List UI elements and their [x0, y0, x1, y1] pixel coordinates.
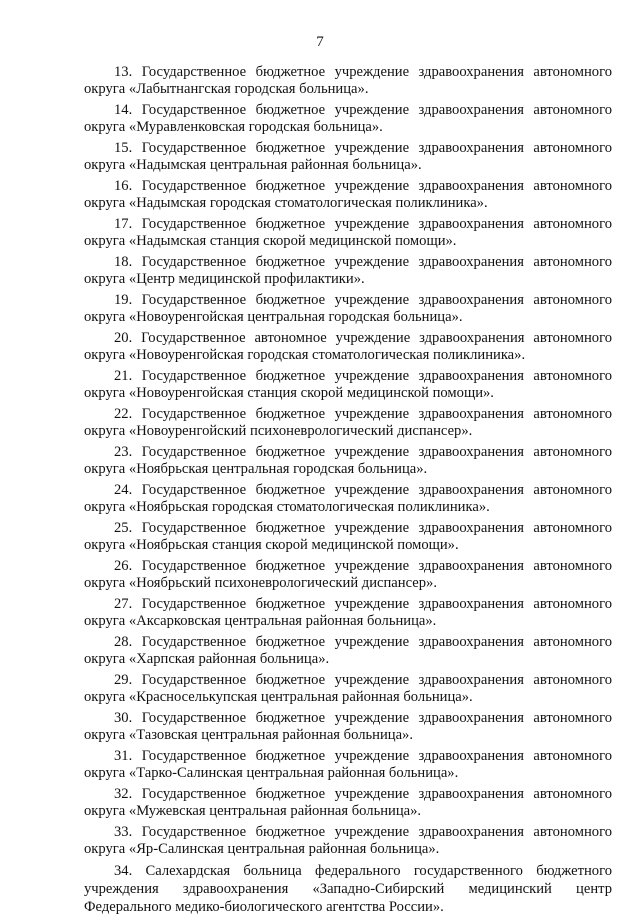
list-item-last	[84, 862, 612, 916]
list-item	[84, 140, 612, 174]
list-item-line: округа «Ноябрьская станция скорой медицинской помощи».	[84, 537, 459, 553]
list-item-line: округа «Красноселькупская центральная районная больница».	[84, 689, 473, 705]
list-item-line: округа «Ноябрьская центральная городская больница».	[84, 461, 428, 477]
list-item-line: 15. Государственное бюджетное учреждение здравоохранения автономного	[114, 140, 612, 156]
list-item-line: 25. Государственное бюджетное учреждение здравоохранения автономного	[114, 520, 612, 536]
list-item-line: 21. Государственное бюджетное учреждение здравоохранения автономного	[114, 368, 612, 384]
list-item	[84, 482, 612, 516]
list-item-line: 26. Государственное бюджетное учреждение здравоохранения автономного	[114, 558, 612, 574]
list-item-line: 13. Государственное бюджетное учреждение здравоохранения автономного	[114, 64, 612, 80]
list-item	[84, 786, 612, 820]
list-item-line: округа «Яр-Салинская центральная районная больница».	[84, 841, 440, 857]
list-item	[84, 102, 612, 136]
list-item-line: 33. Государственное бюджетное учреждение здравоохранения автономного	[114, 824, 612, 840]
list-item	[84, 520, 612, 554]
list-item-line: 30. Государственное бюджетное учреждение здравоохранения автономного	[114, 710, 612, 726]
list-item	[84, 748, 612, 782]
list-item	[84, 596, 612, 630]
list-item	[84, 216, 612, 250]
list-item-line: 18. Государственное бюджетное учреждение здравоохранения автономного	[114, 254, 612, 270]
list-item-line: округа «Ноябрьская городская стоматологическая поликлиника».	[84, 499, 490, 515]
document-body	[84, 64, 612, 920]
list-item	[84, 406, 612, 440]
list-item-line: 22. Государственное бюджетное учреждение здравоохранения автономного	[114, 406, 612, 422]
list-item-line: округа «Надымская городская стоматологическая поликлиника».	[84, 195, 488, 211]
list-item-line: округа «Аксарковская центральная районная больница».	[84, 613, 437, 629]
list-item-line: 32. Государственное бюджетное учреждение здравоохранения автономного	[114, 786, 612, 802]
list-item-line: округа «Надымская центральная районная больница».	[84, 157, 422, 173]
list-item	[84, 254, 612, 288]
list-item	[84, 330, 612, 364]
list-item-line: 14. Государственное бюджетное учреждение здравоохранения автономного	[114, 102, 612, 118]
list-item-line: округа «Новоуренгойская центральная городская больница».	[84, 309, 463, 325]
list-item	[84, 634, 612, 668]
list-item-line: 19. Государственное бюджетное учреждение здравоохранения автономного	[114, 292, 612, 308]
list-item	[84, 710, 612, 744]
list-item	[84, 292, 612, 326]
list-item-line: 23. Государственное бюджетное учреждение здравоохранения автономного	[114, 444, 612, 460]
list-item-line: округа «Новоуренгойская городская стоматологическая поликлиника».	[84, 347, 526, 363]
list-item	[84, 558, 612, 592]
list-item-line: 20. Государственное автономное учреждение здравоохранения автономного	[114, 330, 612, 346]
list-item-line: округа «Муравленковская городская больница».	[84, 119, 383, 135]
list-item-line: 28. Государственное бюджетное учреждение здравоохранения автономного	[114, 634, 612, 650]
list-item-line: округа «Новоуренгойская станция скорой медицинской помощи».	[84, 385, 494, 401]
list-item-line: округа «Ноябрьский психоневрологический диспансер».	[84, 575, 437, 591]
page-number: 7	[316, 34, 324, 50]
list-item-line: 31. Государственное бюджетное учреждение здравоохранения автономного	[114, 748, 612, 764]
list-item-line: округа «Надымская станция скорой медицинской помощи».	[84, 233, 457, 249]
list-item	[84, 64, 612, 98]
list-item-text: 34. Салехардская больница федерального государственного бюджетного учреждения здравоохранения «Западно-Сибирский медицинский центр Федерального медико-биологического агентства России».	[84, 863, 612, 915]
list-item-line: округа «Центр медицинской профилактики».	[84, 271, 365, 287]
list-item	[84, 672, 612, 706]
list-item-line: 17. Государственное бюджетное учреждение здравоохранения автономного	[114, 216, 612, 232]
list-item	[84, 444, 612, 478]
list-item-line: округа «Тарко-Салинская центральная районная больница».	[84, 765, 459, 781]
list-item-line: округа «Лабытнангская городская больница».	[84, 81, 369, 97]
list-item-line: 29. Государственное бюджетное учреждение здравоохранения автономного	[114, 672, 612, 688]
list-item-line: округа «Тазовская центральная районная больница».	[84, 727, 413, 743]
list-item-line: 24. Государственное бюджетное учреждение здравоохранения автономного	[114, 482, 612, 498]
list-item-line: округа «Харпская районная больница».	[84, 651, 330, 667]
list-item-line: 27. Государственное бюджетное учреждение здравоохранения автономного	[114, 596, 612, 612]
list-item	[84, 178, 612, 212]
list-item	[84, 824, 612, 858]
list-item-line: округа «Мужевская центральная районная больница».	[84, 803, 422, 819]
list-item	[84, 368, 612, 402]
list-item-line: 16. Государственное бюджетное учреждение здравоохранения автономного	[114, 178, 612, 194]
list-item-line: округа «Новоуренгойский психоневрологический диспансер».	[84, 423, 473, 439]
